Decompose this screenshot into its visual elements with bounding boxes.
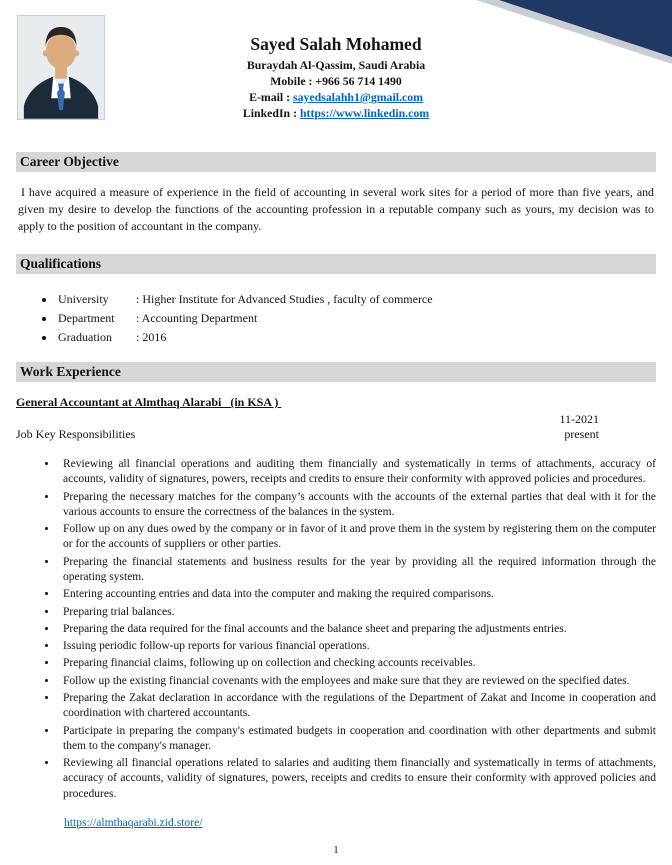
responsibility-item: • Preparing the data required for the final accounts and the balance sheet and preparing the adjustments entries. [58,622,656,637]
store-link[interactable]: https://almthaqarabi.zid.store/ [64,815,203,829]
section-header-work-experience: Work Experience [16,362,656,382]
qualification-label: Department [58,311,115,326]
person-portrait-graphic [18,16,104,119]
section-header-qualifications: Qualifications [16,254,656,274]
responsibility-item: • Preparing financial claims, following up on collection and checking accounts receivables. [58,656,656,671]
email-line [16,89,656,105]
responsibility-item: • Preparing the necessary matches for the company’s accounts with the accounts of the external parties that deal with it for the various accounts to ensure the correctness of the balances in the system. [58,490,656,521]
store-link-line [64,816,656,829]
person-name: Sayed Salah Mohamed [250,34,422,54]
responsibility-item: • Preparing trial balances. [58,605,656,620]
linkedin-label: LinkedIn : [242,106,300,120]
qualification-label: Graduation [58,330,112,345]
job-period-end: present [564,427,599,442]
address-line: Buraydah Al-Qassim, Saudi Arabia [246,58,426,72]
responsibility-item: • Follow up the existing financial covenants with the employees and make sure that they are reviewed on the specified dates. [58,674,656,689]
header-text-block [16,33,656,121]
section-header-career-objective: Career Objective [16,152,656,172]
responsibility-item: • Entering accounting entries and data into the computer and making the required comparisons. [58,587,656,602]
mobile-line: Mobile : +966 56 714 1490 [270,74,402,88]
email-label: E-mail : [249,90,293,104]
qualifications-list [16,291,656,345]
qualification-value: Higher Institute for Advanced Studies , faculty of commerce [142,292,433,307]
qualification-separator: : [136,330,143,345]
responsibility-item: • Follow up on any dues owed by the company or in favor of it and prove them in the system by registering them on the computer or for the accounts of suppliers or other parties. [58,522,656,553]
qualification-value: Accounting Department [141,311,258,326]
responsibilities-label: Job Key Responsibilities [16,427,136,442]
responsibilities-row [16,427,656,442]
resume-header [16,0,656,140]
responsibility-item: • Reviewing all financial operations and auditing them financially and systematically in terms of attachments, accuracy of accounts, validity of signatures, powers, receipts and credits to ensure their conformity with approved policies and procedures. [58,457,656,488]
qualification-value: 2016 [142,330,167,345]
page-number: 1 [333,845,339,856]
qualification-item [56,291,656,307]
responsibility-item: • Issuing periodic follow-up reports for various financial operations. [58,639,656,654]
email-link[interactable]: sayedsalahh1@gmail.com [292,90,423,104]
qualification-item [56,310,656,326]
job-title: General Accountant at Almthaq Alarabi (in KSA ) [16,395,282,410]
qualification-separator: : [136,292,143,307]
responsibility-item: • Reviewing all financial operations related to salaries and auditing them financially and systematically in terms of attachments, accuracy of accounts, validity of signatures, powers, receipts and credits to ensure their conformity with approved policies and procedures. [58,756,656,802]
qualification-separator: : [136,311,142,326]
qualification-label: University [58,292,109,307]
job-period-start: 11-2021 [559,412,599,427]
responsibility-item: • Preparing the Zakat declaration in accordance with the regulations of the Department of Zakat and Income in cooperation and coordination with chartered accountants. [58,691,656,722]
responsibility-item: • Participate in preparing the company's estimated budgets in cooperation and coordination with other departments and submit them to the company's manager. [58,724,656,755]
responsibility-item: • Preparing the financial statements and business results for the year by providing all the required information through the operating system. [58,555,656,586]
linkedin-link[interactable]: https://www.linkedin.com [299,106,430,120]
responsibilities-list [16,457,656,802]
job-block [16,395,656,442]
qualification-item [56,329,656,345]
profile-photo [17,15,105,120]
career-objective-text: I have acquired a measure of experience in the field of accounting in several work sites for a period of more than five years, and given my desire to develop the functions of the accounting profession in a reputable company such as yours, my decision was to apply to the position of accountant in the company. [18,185,654,234]
linkedin-line [16,105,656,121]
